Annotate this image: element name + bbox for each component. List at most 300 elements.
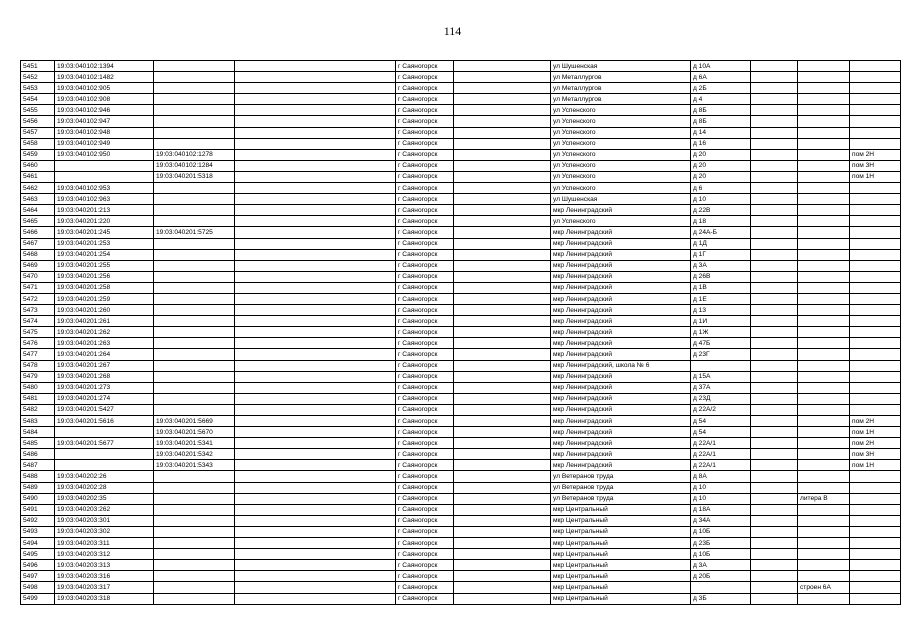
cell-blank-col-6 [454, 282, 551, 293]
cell-blank-col-6 [454, 349, 551, 360]
cell-row-number: 5453 [21, 83, 55, 94]
cell-street: мкр Центральный [551, 549, 691, 560]
cell-city: г Саяногорск [396, 393, 454, 404]
table-row [21, 227, 901, 238]
cell-blank-col-9 [751, 249, 798, 260]
cell-cadastral-number: 19:03:040201:255 [55, 260, 154, 271]
cell-blank-col-4 [235, 438, 396, 449]
cell-city: г Саяногорск [396, 515, 454, 526]
table-row [21, 83, 901, 94]
cell-sub-cadastral-number [154, 260, 235, 271]
cell-building-extra [798, 416, 850, 427]
cell-city: г Саяногорск [396, 316, 454, 327]
cell-blank-col-6 [454, 571, 551, 582]
cell-blank-col-4 [235, 138, 396, 149]
cell-blank-col-4 [235, 61, 396, 72]
cell-street: мкр Ленинградский [551, 271, 691, 282]
cell-blank-col-9 [751, 271, 798, 282]
cell-blank-col-6 [454, 538, 551, 549]
cell-sub-cadastral-number [154, 538, 235, 549]
cell-building-extra [798, 349, 850, 360]
cell-building-extra [798, 460, 850, 471]
cell-building-extra [798, 449, 850, 460]
cell-building-extra [798, 504, 850, 515]
cell-cadastral-number: 19:03:040102:950 [55, 149, 154, 160]
cell-cadastral-number: 19:03:040203:312 [55, 549, 154, 560]
cell-house-number: д 20 [691, 171, 751, 182]
cell-cadastral-number: 19:03:040201:259 [55, 293, 154, 304]
cell-city: г Саяногорск [396, 183, 454, 194]
cell-blank-col-4 [235, 493, 396, 504]
cell-sub-cadastral-number: 19:03:040201:5725 [154, 227, 235, 238]
cell-row-number: 5468 [21, 249, 55, 260]
cell-cadastral-number: 19:03:040102:947 [55, 116, 154, 127]
cell-street: мкр Ленинградский [551, 382, 691, 393]
cell-blank-col-6 [454, 105, 551, 116]
cell-premises [850, 205, 901, 216]
table-row [21, 271, 901, 282]
cell-city: г Саяногорск [396, 249, 454, 260]
cell-cadastral-number: 19:03:040102:905 [55, 83, 154, 94]
cell-row-number: 5488 [21, 471, 55, 482]
cell-cadastral-number: 19:03:040102:946 [55, 105, 154, 116]
cell-sub-cadastral-number: 19:03:040201:5670 [154, 427, 235, 438]
cell-blank-col-4 [235, 371, 396, 382]
cell-premises: пом 2Н [850, 149, 901, 160]
cell-cadastral-number: 19:03:040201:274 [55, 393, 154, 404]
cell-cadastral-number: 19:03:040201:262 [55, 327, 154, 338]
cell-row-number: 5479 [21, 371, 55, 382]
cell-premises [850, 382, 901, 393]
table-row [21, 61, 901, 72]
cell-house-number: д 4 [691, 94, 751, 105]
cell-building-extra [798, 471, 850, 482]
cell-sub-cadastral-number [154, 205, 235, 216]
cell-premises: пом 1Н [850, 460, 901, 471]
cell-row-number: 5498 [21, 582, 55, 593]
cell-street: мкр Ленинградский [551, 327, 691, 338]
cell-street: ул Ветеранов труда [551, 482, 691, 493]
cell-blank-col-4 [235, 360, 396, 371]
cell-premises: пом 1Н [850, 427, 901, 438]
cell-street: ул Металлургов [551, 83, 691, 94]
cell-cadastral-number: 19:03:040102:1482 [55, 72, 154, 83]
cell-row-number: 5472 [21, 293, 55, 304]
cell-premises [850, 105, 901, 116]
cell-street: мкр Ленинградский [551, 416, 691, 427]
cell-sub-cadastral-number [154, 593, 235, 604]
table-row [21, 393, 901, 404]
cell-city: г Саяногорск [396, 449, 454, 460]
cell-row-number: 5465 [21, 216, 55, 227]
cell-row-number: 5471 [21, 282, 55, 293]
table-row [21, 316, 901, 327]
cell-sub-cadastral-number [154, 183, 235, 194]
cell-premises [850, 249, 901, 260]
table-row [21, 282, 901, 293]
cell-blank-col-6 [454, 593, 551, 604]
cell-blank-col-9 [751, 382, 798, 393]
cell-house-number [691, 360, 751, 371]
cell-row-number: 5494 [21, 538, 55, 549]
cell-blank-col-9 [751, 205, 798, 216]
cell-premises [850, 282, 901, 293]
cell-building-extra: литера В [798, 493, 850, 504]
cell-blank-col-6 [454, 249, 551, 260]
cell-blank-col-4 [235, 149, 396, 160]
cell-premises [850, 593, 901, 604]
cell-building-extra [798, 194, 850, 205]
cell-blank-col-4 [235, 260, 396, 271]
cell-blank-col-4 [235, 293, 396, 304]
cell-blank-col-9 [751, 471, 798, 482]
cell-row-number: 5497 [21, 571, 55, 582]
cell-blank-col-9 [751, 260, 798, 271]
cell-premises [850, 504, 901, 515]
cell-city: г Саяногорск [396, 593, 454, 604]
cell-sub-cadastral-number [154, 293, 235, 304]
cell-blank-col-4 [235, 271, 396, 282]
cell-row-number: 5460 [21, 160, 55, 171]
cell-house-number: д 20 [691, 160, 751, 171]
cell-row-number: 5474 [21, 316, 55, 327]
cell-sub-cadastral-number [154, 238, 235, 249]
cell-cadastral-number: 19:03:040202:26 [55, 471, 154, 482]
cell-premises [850, 526, 901, 537]
cell-cadastral-number [55, 171, 154, 182]
cell-blank-col-6 [454, 404, 551, 415]
table-row [21, 438, 901, 449]
cell-blank-col-4 [235, 160, 396, 171]
cell-city: г Саяногорск [396, 72, 454, 83]
cell-cadastral-number: 19:03:040203:311 [55, 538, 154, 549]
cell-row-number: 5480 [21, 382, 55, 393]
cell-premises [850, 305, 901, 316]
cell-sub-cadastral-number [154, 338, 235, 349]
cell-street: мкр Центральный [551, 515, 691, 526]
cell-house-number: д 3А [691, 560, 751, 571]
cell-cadastral-number [55, 449, 154, 460]
cell-cadastral-number: 19:03:040202:28 [55, 482, 154, 493]
cell-city: г Саяногорск [396, 382, 454, 393]
cell-blank-col-9 [751, 183, 798, 194]
cell-blank-col-4 [235, 72, 396, 83]
cell-street: мкр Ленинградский [551, 316, 691, 327]
cell-building-extra [798, 116, 850, 127]
registry-table [20, 60, 901, 605]
cell-city: г Саяногорск [396, 271, 454, 282]
cell-house-number: д 23Б [691, 538, 751, 549]
table-row [21, 404, 901, 415]
cell-building-extra [798, 183, 850, 194]
cell-sub-cadastral-number [154, 138, 235, 149]
table-row [21, 482, 901, 493]
cell-premises [850, 116, 901, 127]
cell-blank-col-4 [235, 504, 396, 515]
cell-row-number: 5458 [21, 138, 55, 149]
cell-cadastral-number: 19:03:040201:263 [55, 338, 154, 349]
cell-city: г Саяногорск [396, 205, 454, 216]
cell-blank-col-6 [454, 83, 551, 94]
table-row [21, 138, 901, 149]
cell-cadastral-number: 19:03:040102:948 [55, 127, 154, 138]
cell-street: ул Ветеранов труда [551, 471, 691, 482]
cell-house-number: д 15А [691, 371, 751, 382]
cell-blank-col-4 [235, 338, 396, 349]
cell-blank-col-9 [751, 216, 798, 227]
table-row [21, 449, 901, 460]
cell-blank-col-6 [454, 94, 551, 105]
cell-blank-col-9 [751, 482, 798, 493]
cell-blank-col-9 [751, 349, 798, 360]
cell-row-number: 5489 [21, 482, 55, 493]
cell-building-extra [798, 72, 850, 83]
table-row [21, 593, 901, 604]
cell-row-number: 5482 [21, 404, 55, 415]
table-row [21, 571, 901, 582]
cell-sub-cadastral-number [154, 271, 235, 282]
cell-sub-cadastral-number [154, 504, 235, 515]
cell-street: ул Успенского [551, 127, 691, 138]
cell-row-number: 5461 [21, 171, 55, 182]
cell-city: г Саяногорск [396, 582, 454, 593]
table-row [21, 493, 901, 504]
cell-premises [850, 293, 901, 304]
cell-street: мкр Ленинградский [551, 238, 691, 249]
cell-city: г Саяногорск [396, 338, 454, 349]
table-row [21, 327, 901, 338]
cell-row-number: 5473 [21, 305, 55, 316]
cell-blank-col-4 [235, 305, 396, 316]
cell-row-number: 5454 [21, 94, 55, 105]
cell-city: г Саяногорск [396, 538, 454, 549]
cell-building-extra [798, 549, 850, 560]
cell-blank-col-4 [235, 471, 396, 482]
cell-sub-cadastral-number [154, 216, 235, 227]
cell-blank-col-9 [751, 127, 798, 138]
cell-house-number: д 20Б [691, 571, 751, 582]
table-row [21, 194, 901, 205]
cell-cadastral-number: 19:03:040201:5427 [55, 404, 154, 415]
cell-building-extra [798, 171, 850, 182]
cell-street: мкр Ленинградский [551, 460, 691, 471]
cell-blank-col-4 [235, 382, 396, 393]
cell-premises [850, 194, 901, 205]
cell-sub-cadastral-number [154, 493, 235, 504]
cell-blank-col-6 [454, 149, 551, 160]
cell-blank-col-4 [235, 427, 396, 438]
cell-cadastral-number: 19:03:040201:260 [55, 305, 154, 316]
cell-blank-col-9 [751, 194, 798, 205]
cell-blank-col-9 [751, 316, 798, 327]
cell-city: г Саяногорск [396, 94, 454, 105]
cell-cadastral-number: 19:03:040202:35 [55, 493, 154, 504]
cell-blank-col-6 [454, 271, 551, 282]
cell-sub-cadastral-number [154, 471, 235, 482]
cell-cadastral-number: 19:03:040203:301 [55, 515, 154, 526]
cell-premises [850, 227, 901, 238]
cell-blank-col-4 [235, 526, 396, 537]
cell-cadastral-number: 19:03:040201:5677 [55, 438, 154, 449]
cell-city: г Саяногорск [396, 549, 454, 560]
cell-cadastral-number: 19:03:040201:245 [55, 227, 154, 238]
table-row [21, 360, 901, 371]
cell-row-number: 5486 [21, 449, 55, 460]
cell-sub-cadastral-number [154, 282, 235, 293]
cell-city: г Саяногорск [396, 471, 454, 482]
cell-blank-col-6 [454, 560, 551, 571]
cell-blank-col-6 [454, 382, 551, 393]
cell-sub-cadastral-number [154, 382, 235, 393]
cell-blank-col-4 [235, 349, 396, 360]
cell-cadastral-number: 19:03:040203:302 [55, 526, 154, 537]
cell-premises [850, 216, 901, 227]
cell-city: г Саяногорск [396, 194, 454, 205]
cell-street: мкр Ленинградский [551, 393, 691, 404]
cell-blank-col-9 [751, 327, 798, 338]
cell-cadastral-number: 19:03:040102:953 [55, 183, 154, 194]
cell-sub-cadastral-number [154, 305, 235, 316]
cell-sub-cadastral-number [154, 72, 235, 83]
cell-street: мкр Ленинградский [551, 305, 691, 316]
cell-row-number: 5495 [21, 549, 55, 560]
cell-blank-col-6 [454, 416, 551, 427]
cell-blank-col-6 [454, 260, 551, 271]
cell-blank-col-4 [235, 105, 396, 116]
cell-city: г Саяногорск [396, 360, 454, 371]
cell-row-number: 5456 [21, 116, 55, 127]
cell-premises [850, 538, 901, 549]
cell-street: мкр Ленинградский [551, 249, 691, 260]
cell-blank-col-9 [751, 393, 798, 404]
cell-premises [850, 560, 901, 571]
page-number: 114 [443, 24, 462, 38]
cell-house-number: д 22В [691, 205, 751, 216]
cell-cadastral-number: 19:03:040201:268 [55, 371, 154, 382]
cell-cadastral-number: 19:03:040203:316 [55, 571, 154, 582]
cell-building-extra [798, 371, 850, 382]
cell-building-extra [798, 360, 850, 371]
cell-house-number: д 10 [691, 194, 751, 205]
cell-street: мкр Центральный [551, 504, 691, 515]
cell-sub-cadastral-number [154, 371, 235, 382]
cell-premises: пом 3Н [850, 160, 901, 171]
cell-sub-cadastral-number: 19:03:040201:5318 [154, 171, 235, 182]
cell-premises [850, 471, 901, 482]
cell-blank-col-4 [235, 449, 396, 460]
cell-row-number: 5451 [21, 61, 55, 72]
cell-blank-col-4 [235, 94, 396, 105]
cell-sub-cadastral-number [154, 515, 235, 526]
cell-cadastral-number: 19:03:040203:317 [55, 582, 154, 593]
cell-row-number: 5462 [21, 183, 55, 194]
cell-city: г Саяногорск [396, 282, 454, 293]
cell-house-number: д 34А [691, 515, 751, 526]
table-row [21, 105, 901, 116]
cell-house-number: д 37А [691, 382, 751, 393]
table-row [21, 293, 901, 304]
cell-street: мкр Центральный [551, 571, 691, 582]
cell-building-extra [798, 427, 850, 438]
cell-sub-cadastral-number [154, 194, 235, 205]
cell-house-number: д 22А/1 [691, 460, 751, 471]
cell-premises [850, 327, 901, 338]
cell-house-number: д 1Д [691, 238, 751, 249]
cell-premises [850, 349, 901, 360]
cell-blank-col-9 [751, 416, 798, 427]
cell-premises: пом 1Н [850, 171, 901, 182]
cell-blank-col-9 [751, 515, 798, 526]
cell-blank-col-9 [751, 61, 798, 72]
cell-city: г Саяногорск [396, 482, 454, 493]
cell-city: г Саяногорск [396, 305, 454, 316]
cell-blank-col-4 [235, 171, 396, 182]
cell-street: ул Успенского [551, 105, 691, 116]
cell-house-number: д 22А/1 [691, 438, 751, 449]
cell-street: мкр Ленинградский [551, 260, 691, 271]
cell-blank-col-6 [454, 194, 551, 205]
cell-city: г Саяногорск [396, 149, 454, 160]
cell-cadastral-number [55, 460, 154, 471]
cell-sub-cadastral-number [154, 393, 235, 404]
cell-cadastral-number: 19:03:040201:254 [55, 249, 154, 260]
cell-city: г Саяногорск [396, 227, 454, 238]
cell-cadastral-number [55, 160, 154, 171]
cell-premises [850, 238, 901, 249]
cell-sub-cadastral-number [154, 94, 235, 105]
cell-blank-col-4 [235, 582, 396, 593]
cell-city: г Саяногорск [396, 127, 454, 138]
cell-row-number: 5496 [21, 560, 55, 571]
cell-premises [850, 72, 901, 83]
table-row [21, 549, 901, 560]
cell-building-extra [798, 238, 850, 249]
cell-street: ул Металлургов [551, 72, 691, 83]
cell-blank-col-9 [751, 72, 798, 83]
cell-blank-col-9 [751, 227, 798, 238]
cell-house-number: д 26В [691, 271, 751, 282]
cell-building-extra [798, 83, 850, 94]
table-row [21, 160, 901, 171]
cell-house-number: д 18А [691, 504, 751, 515]
cell-row-number: 5483 [21, 416, 55, 427]
cell-building-extra [798, 293, 850, 304]
cell-sub-cadastral-number: 19:03:040201:5669 [154, 416, 235, 427]
cell-building-extra [798, 515, 850, 526]
cell-premises [850, 493, 901, 504]
table-row [21, 183, 901, 194]
cell-building-extra [798, 138, 850, 149]
table-row [21, 349, 901, 360]
cell-building-extra [798, 482, 850, 493]
cell-row-number: 5457 [21, 127, 55, 138]
cell-house-number: д 47Б [691, 338, 751, 349]
cell-street: ул Шушенская [551, 61, 691, 72]
cell-blank-col-6 [454, 227, 551, 238]
table-row [21, 72, 901, 83]
cell-premises [850, 404, 901, 415]
cell-blank-col-6 [454, 327, 551, 338]
cell-sub-cadastral-number [154, 549, 235, 560]
cell-sub-cadastral-number [154, 116, 235, 127]
cell-building-extra [798, 382, 850, 393]
cell-city: г Саяногорск [396, 216, 454, 227]
cell-street: мкр Ленинградский, школа № 6 [551, 360, 691, 371]
cell-street: мкр Центральный [551, 526, 691, 537]
cell-row-number: 5470 [21, 271, 55, 282]
cell-city: г Саяногорск [396, 416, 454, 427]
cell-building-extra [798, 149, 850, 160]
